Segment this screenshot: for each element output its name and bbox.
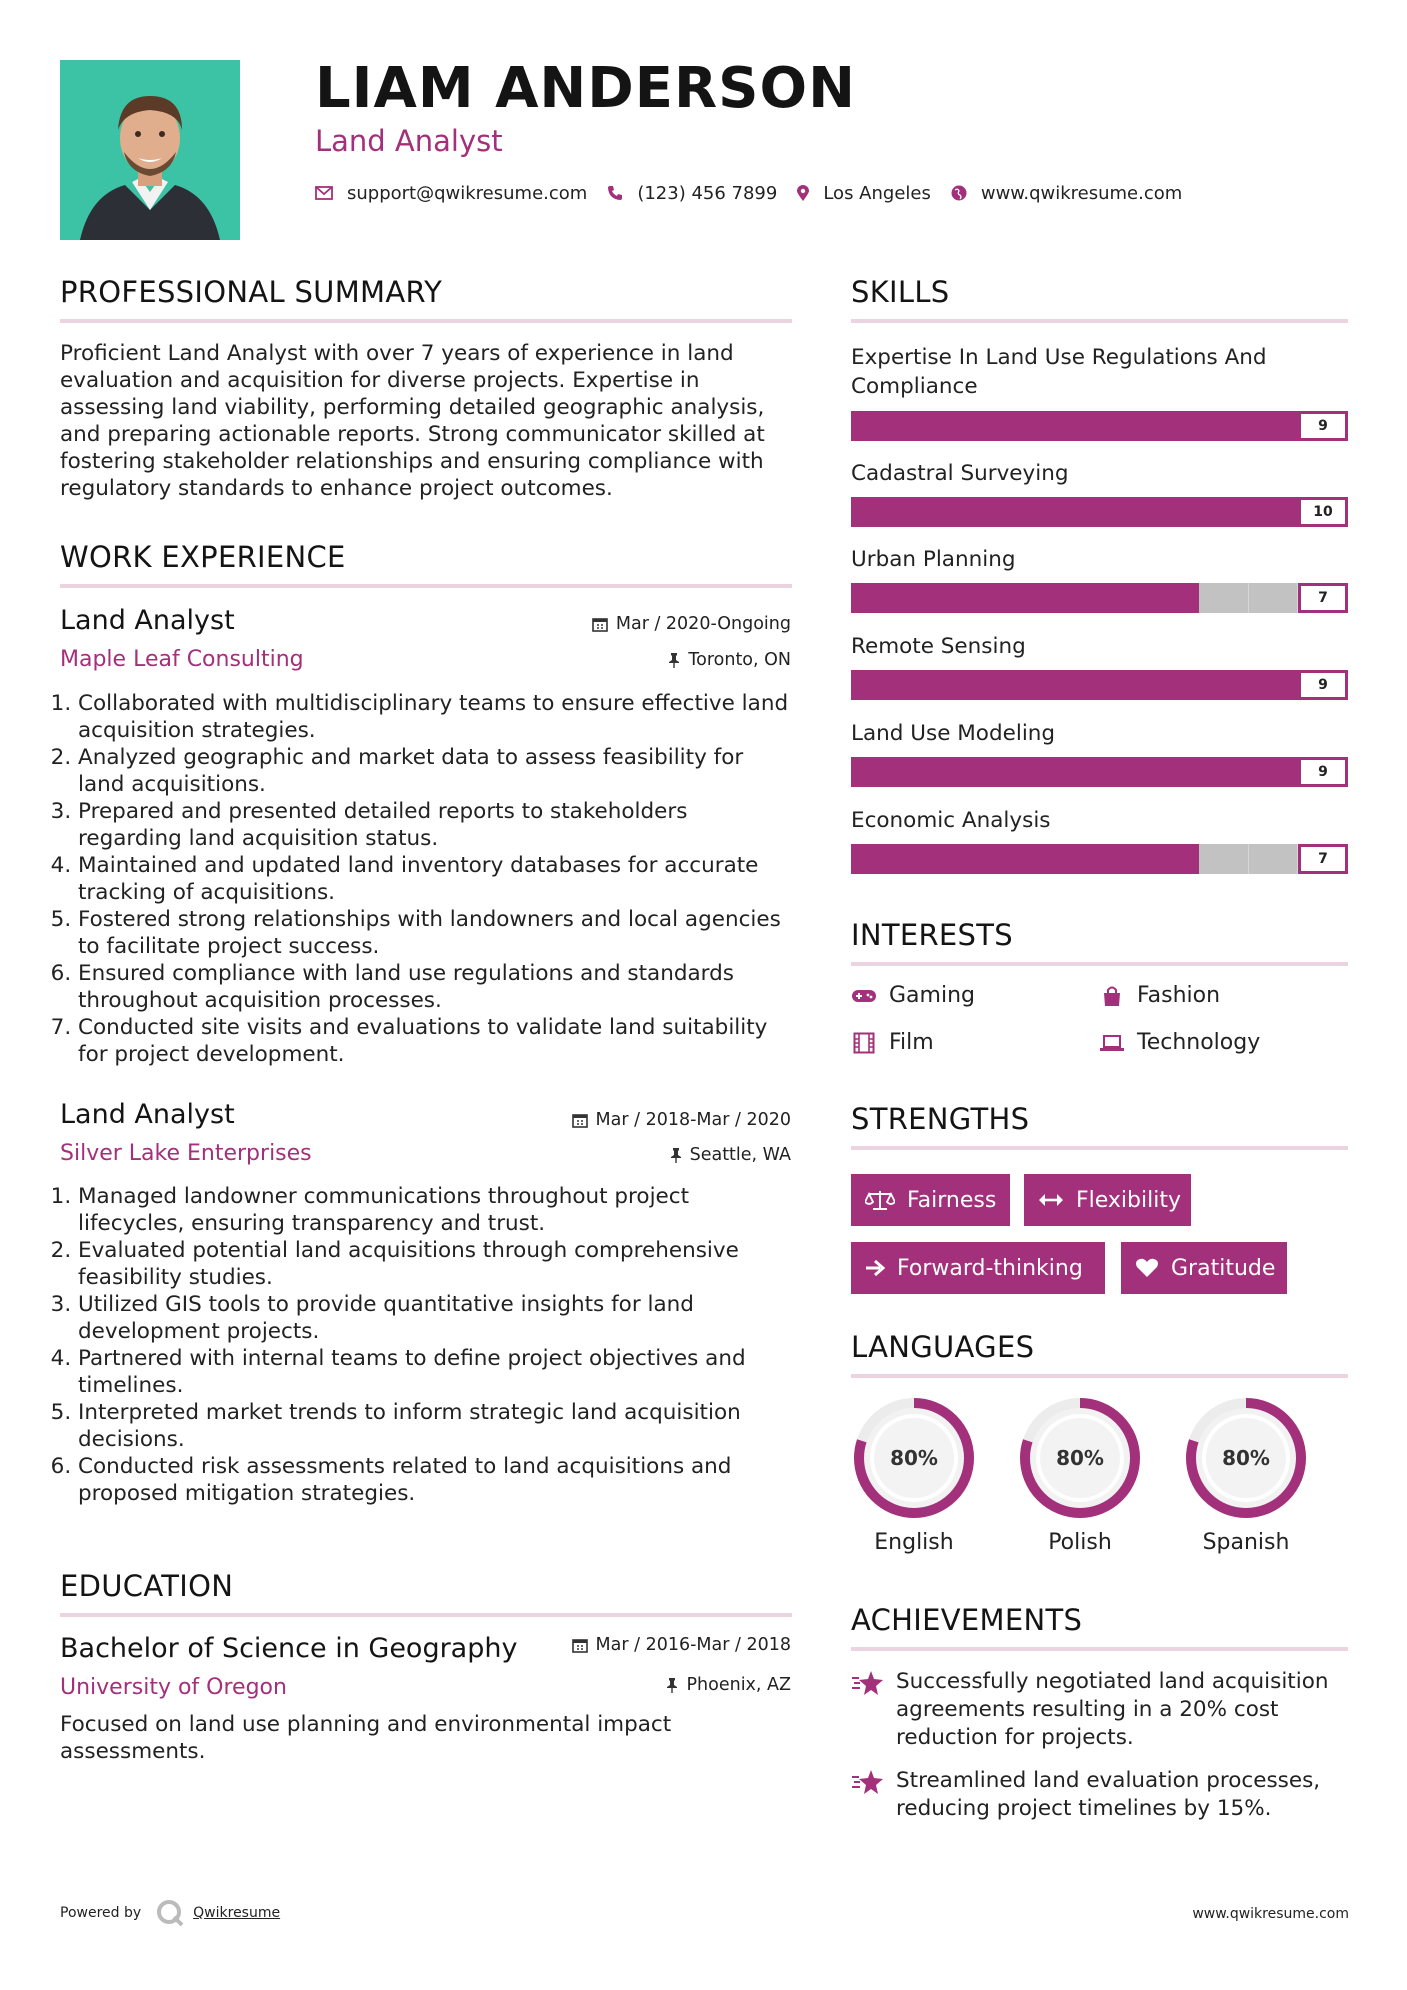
skill-bar-segment	[1249, 670, 1299, 700]
job-location	[670, 1145, 791, 1165]
skill-bar	[851, 411, 1348, 441]
skill-bar-segment	[1249, 844, 1299, 874]
pin-icon	[668, 652, 680, 668]
pin-icon	[666, 1677, 678, 1693]
skill-bar-segment	[1199, 583, 1249, 613]
skill-score: 7	[1298, 844, 1348, 874]
skill-bar-segment	[1050, 757, 1100, 787]
calendar-icon	[572, 1637, 588, 1653]
list-item: 4. Maintained and updated land inventory databases for accurate tracking of acquisitions.	[78, 852, 795, 906]
pin-icon	[670, 1147, 682, 1163]
language-name: English	[874, 1530, 954, 1555]
interest-gaming	[851, 983, 975, 1008]
achievement-text: Streamlined land evaluation processes, reducing project timelines by 15%.	[896, 1768, 1321, 1821]
skill-bar-segment	[1149, 757, 1199, 787]
interest-label: Gaming	[889, 983, 975, 1008]
website-text: www.qwikresume.com	[980, 182, 1183, 204]
experience-heading: WORK EXPERIENCE	[60, 540, 792, 588]
job-duties-list	[60, 690, 795, 1068]
arrows-horizontal-icon	[1038, 1193, 1064, 1207]
education-heading: EDUCATION	[60, 1569, 792, 1617]
skill-score: 7	[1298, 583, 1348, 613]
strength-label: Fairness	[907, 1187, 997, 1213]
skill-bar-segment	[1100, 757, 1150, 787]
list-item: 4. Partnered with internal teams to define project objectives and timelines.	[78, 1345, 795, 1399]
location-text: Los Angeles	[823, 182, 931, 204]
skill-score: 9	[1298, 411, 1348, 441]
summary-heading: PROFESSIONAL SUMMARY	[60, 275, 792, 323]
skill-bar-segment	[1000, 844, 1050, 874]
degree-title: Bachelor of Science in Geography	[60, 1633, 518, 1664]
arrow-right-icon	[865, 1259, 885, 1277]
balance-scale-icon	[865, 1189, 895, 1211]
film-icon	[851, 1032, 877, 1054]
skill-bar	[851, 757, 1348, 787]
skill-bar-segment	[851, 757, 901, 787]
skill-bar-segment	[851, 411, 901, 441]
phone-icon	[607, 185, 623, 201]
job-company: Maple Leaf Consulting	[60, 647, 304, 672]
skill-bar-segment	[1050, 497, 1100, 527]
skill-bar-segment	[1249, 583, 1299, 613]
job-location-text: Seattle, WA	[689, 1145, 791, 1165]
school-name: University of Oregon	[60, 1675, 287, 1700]
skill-bar-segment	[1000, 670, 1050, 700]
skill-bar-segment	[1100, 844, 1150, 874]
skill-bar-segment	[1149, 583, 1199, 613]
interest-label: Technology	[1137, 1030, 1261, 1055]
achievement-item	[851, 1767, 1351, 1823]
achievements-heading: ACHIEVEMENTS	[851, 1603, 1348, 1651]
language-ring	[1015, 1393, 1145, 1527]
skill-score: 9	[1298, 670, 1348, 700]
language-percent: 80%	[1222, 1446, 1270, 1470]
strength-flexibility	[1024, 1174, 1191, 1226]
strength-gratitude	[1121, 1242, 1287, 1294]
list-item: 2. Analyzed geographic and market data to assess feasibility for land acquisitions.	[78, 744, 795, 798]
job-dates	[572, 1110, 791, 1130]
languages-heading: LANGUAGES	[851, 1330, 1348, 1378]
skill-label: Cadastral Surveying	[851, 461, 1069, 486]
profile-photo	[60, 60, 240, 240]
list-item: 5. Interpreted market trends to inform strategic land acquisition decisions.	[78, 1399, 795, 1453]
strength-forward-thinking	[851, 1242, 1105, 1294]
skill-label: Expertise In Land Use Regulations And Compliance	[851, 345, 1267, 399]
candidate-name: LIAM ANDERSON	[315, 56, 856, 121]
list-item: 6. Conducted risk assessments related to land acquisitions and proposed mitigation strategies.	[78, 1453, 795, 1507]
skill-bar-segment	[950, 670, 1000, 700]
candidate-title: Land Analyst	[315, 124, 503, 158]
interest-label: Fashion	[1137, 983, 1221, 1008]
list-item: 2. Evaluated potential land acquisitions through comprehensive feasibility studies.	[78, 1237, 795, 1291]
skill-bar-segment	[1100, 411, 1150, 441]
list-item: 3. Prepared and presented detailed reports to stakeholders regarding land acquisition status.	[78, 798, 795, 852]
language-ring	[849, 1393, 979, 1527]
skill-bar-segment	[950, 583, 1000, 613]
star-icon	[851, 1767, 896, 1823]
skill-bar-segment	[1199, 757, 1249, 787]
skill-bar	[851, 583, 1348, 613]
brand-link[interactable]: Qwikresume	[193, 1905, 281, 1921]
skill-bar-segment	[1199, 670, 1249, 700]
list-item: 5. Fostered strong relationships with landowners and local agencies to facilitate project success.	[78, 906, 795, 960]
contact-email[interactable]	[315, 183, 587, 204]
list-item: 3. Utilized GIS tools to provide quantitative insights for land development projects.	[78, 1291, 795, 1345]
skill-bar-segment	[950, 844, 1000, 874]
skill-bar-segment	[1199, 411, 1249, 441]
skill-bar-segment	[1100, 670, 1150, 700]
skill-bar-segment	[901, 411, 951, 441]
list-item: 1. Collaborated with multidisciplinary teams to ensure effective land acquisition strategies.	[78, 690, 795, 744]
job-location	[668, 650, 791, 670]
skill-bar-segment	[901, 670, 951, 700]
interests-heading: INTERESTS	[851, 918, 1348, 966]
skill-score: 9	[1298, 757, 1348, 787]
skill-label: Economic Analysis	[851, 808, 1051, 833]
list-item: 6. Ensured compliance with land use regulations and standards throughout acquisition processes.	[78, 960, 795, 1014]
skill-bar-segment	[950, 757, 1000, 787]
footer-brand	[60, 1898, 280, 1928]
skill-bar-segment	[901, 583, 951, 613]
education-description: Focused on land use planning and environmental impact assessments.	[60, 1712, 672, 1764]
education-location	[666, 1675, 791, 1695]
language-percent: 80%	[890, 1446, 938, 1470]
calendar-icon	[572, 1112, 588, 1128]
skill-bar-segment	[950, 411, 1000, 441]
skill-bar-segment	[1149, 844, 1199, 874]
shopping-bag-icon	[1099, 985, 1125, 1007]
job-dates-text: Mar / 2018-Mar / 2020	[595, 1110, 791, 1130]
heart-icon	[1135, 1258, 1159, 1278]
strength-label: Gratitude	[1171, 1255, 1276, 1281]
skill-bar-segment	[950, 497, 1000, 527]
strength-label: Forward-thinking	[897, 1255, 1083, 1281]
skill-bar-segment	[1199, 844, 1249, 874]
contact-website[interactable]	[951, 183, 1182, 204]
skill-bar-segment	[1249, 757, 1299, 787]
contact-phone[interactable]	[607, 183, 777, 204]
skill-bar-segment	[1050, 670, 1100, 700]
phone-text: (123) 456 7899	[637, 182, 778, 204]
skill-bar-segment	[1249, 411, 1299, 441]
skill-bar-segment	[901, 844, 951, 874]
skill-bar-segment	[1000, 497, 1050, 527]
skill-bar-segment	[1050, 583, 1100, 613]
job-company: Silver Lake Enterprises	[60, 1141, 312, 1166]
job-title: Land Analyst	[60, 1099, 235, 1130]
job-title: Land Analyst	[60, 605, 235, 636]
contact-location	[797, 183, 931, 204]
gamepad-icon	[851, 988, 877, 1004]
achievement-item	[851, 1668, 1351, 1752]
person-portrait-icon	[60, 60, 240, 240]
skill-bar-segment	[851, 670, 901, 700]
strength-fairness	[851, 1174, 1010, 1226]
skill-bar-segment	[1050, 411, 1100, 441]
skill-bar-segment	[851, 497, 901, 527]
laptop-icon	[1099, 1034, 1125, 1052]
skill-bar-segment	[1249, 497, 1299, 527]
footer-website[interactable]: www.qwikresume.com	[1192, 1906, 1349, 1922]
job-duties-list	[60, 1183, 795, 1507]
interest-film	[851, 1030, 934, 1055]
globe-icon	[951, 185, 967, 201]
list-item: 1. Managed landowner communications throughout project lifecycles, ensuring transparency and trust.	[78, 1183, 795, 1237]
star-icon	[851, 1668, 896, 1752]
interest-technology	[1099, 1030, 1260, 1055]
powered-by-label: Powered by	[60, 1905, 142, 1921]
envelope-icon	[315, 186, 333, 200]
skill-bar-segment	[1000, 411, 1050, 441]
contact-bar	[315, 178, 1202, 208]
skill-bar-segment	[901, 497, 951, 527]
skill-bar-segment	[1149, 670, 1199, 700]
education-dates	[572, 1635, 791, 1655]
job-dates-text: Mar / 2020-Ongoing	[615, 614, 791, 634]
job-location-text: Toronto, ON	[688, 650, 791, 670]
skill-bar-segment	[1000, 583, 1050, 613]
strength-label: Flexibility	[1076, 1187, 1181, 1213]
achievement-text: Successfully negotiated land acquisition agreements resulting in a 20% cost reduction for projects.	[896, 1669, 1329, 1750]
skill-bar-segment	[851, 844, 901, 874]
skill-bar	[851, 670, 1348, 700]
skill-bar-segment	[1050, 844, 1100, 874]
education-dates-text: Mar / 2016-Mar / 2018	[595, 1635, 791, 1655]
skill-bar-segment	[851, 583, 901, 613]
skill-bar	[851, 497, 1348, 527]
skill-score: 10	[1298, 497, 1348, 527]
skill-bar-segment	[1149, 411, 1199, 441]
strengths-heading: STRENGTHS	[851, 1102, 1348, 1150]
job-dates	[592, 614, 791, 634]
interest-fashion	[1099, 983, 1220, 1008]
skill-label: Remote Sensing	[851, 634, 1026, 659]
skill-bar-segment	[1100, 497, 1150, 527]
skill-bar-segment	[901, 757, 951, 787]
skill-bar-segment	[1199, 497, 1249, 527]
education-location-text: Phoenix, AZ	[686, 1675, 791, 1695]
skill-bar-segment	[1100, 583, 1150, 613]
qwikresume-logo-icon	[155, 1898, 185, 1928]
interest-label: Film	[889, 1030, 934, 1055]
language-ring	[1181, 1393, 1311, 1527]
skill-label: Land Use Modeling	[851, 721, 1056, 746]
language-name: Spanish	[1202, 1530, 1290, 1555]
map-marker-icon	[797, 185, 809, 202]
language-percent: 80%	[1056, 1446, 1104, 1470]
email-text: support@qwikresume.com	[347, 182, 588, 204]
summary-text: Proficient Land Analyst with over 7 years of experience in land evaluation and acquisition for diverse projects. Expertise in assessing land viability, performing detailed geographic analysis, and preparing actionable reports. Strong communicator skilled at fostering stakeholder relationships and ensuring compliance with regulatory standards to enhance project outcomes.	[60, 341, 765, 501]
calendar-icon	[592, 616, 608, 632]
skill-label: Urban Planning	[851, 547, 1016, 572]
skills-heading: SKILLS	[851, 275, 1348, 323]
skill-bar-segment	[1149, 497, 1199, 527]
skill-bar-segment	[1000, 757, 1050, 787]
language-name: Polish	[1048, 1530, 1112, 1555]
list-item: 7. Conducted site visits and evaluations to validate land suitability for project development.	[78, 1014, 795, 1068]
skill-bar	[851, 844, 1348, 874]
